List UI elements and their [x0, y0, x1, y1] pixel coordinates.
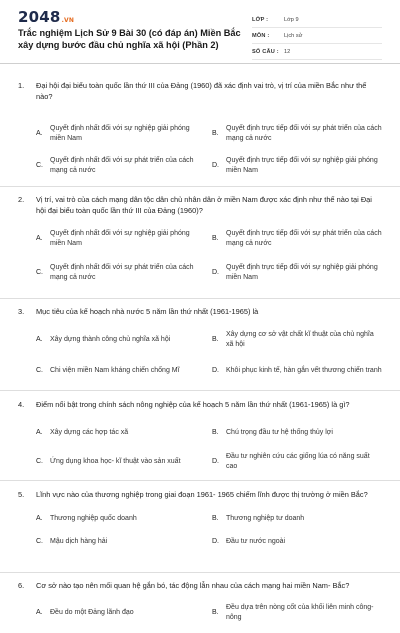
- option-letter: C.: [36, 457, 43, 465]
- option-text: Xây dựng cơ sở vật chất kĩ thuật của chủ nghĩa xã hội: [226, 330, 374, 348]
- option-b[interactable]: [212, 507, 388, 531]
- option-text: Quyết định trực tiếp đối với sự phát triển của cách mạng cả nước: [226, 230, 382, 247]
- option-text: Ứng dụng khoa học- kĩ thuật vào sản xuất: [50, 457, 181, 465]
- question-item: [0, 391, 400, 481]
- question-text: Vị trí, vai trò của cách mạng dân tộc dân chủ nhân dân ở miền Nam được xác định như thế nào tại Đại hội đại biểu toàn quốc lần thứ III của Đảng (1960)?: [36, 195, 372, 215]
- question-number: 2.: [18, 195, 25, 204]
- document-title: Trắc nghiệm Lịch Sử 9 Bài 30 (có đáp án) Miền Bắc xây dựng bước đầu chủ nghĩa xã hội (Phần 2): [18, 28, 241, 50]
- option-letter: A.: [36, 608, 43, 616]
- option-text: Đầu tư nước ngoài: [226, 537, 286, 545]
- option-grid: [18, 324, 382, 386]
- option-c[interactable]: [36, 445, 212, 479]
- question-text: Cơ sở nào tạo nên mối quan hệ gắn bó, tác động lẫn nhau của cách mạng hai miền Nam- Bắc?: [36, 581, 350, 590]
- option-d[interactable]: [212, 531, 388, 553]
- logo-text: 2048: [18, 8, 61, 26]
- meta-value: Lớp 9: [284, 16, 299, 23]
- option-text: Quyết định trực tiếp đối với sự nghiệp giải phóng miền Nam: [226, 264, 378, 281]
- option-b[interactable]: [212, 222, 388, 256]
- option-letter: D.: [212, 162, 219, 170]
- option-letter: C.: [36, 537, 43, 545]
- question-number: 5.: [18, 490, 25, 499]
- option-letter: C.: [36, 162, 43, 170]
- option-text: Quyết định nhất đối với sự nghiệp giải phóng miền Nam: [50, 125, 190, 142]
- option-letter: D.: [212, 457, 219, 465]
- option-letter: C.: [36, 269, 43, 277]
- question-item: [0, 299, 400, 391]
- option-grid: [18, 421, 382, 479]
- option-text: Quyết định nhất đối với sự phát triển của cách mạng cả nước: [50, 157, 194, 174]
- option-letter: A.: [36, 514, 43, 522]
- question-item: [0, 76, 400, 187]
- option-text: Quyết định trực tiếp đối với sự nghiệp giải phóng miền Nam: [226, 157, 378, 174]
- option-grid: [18, 507, 382, 553]
- option-letter: D.: [212, 366, 219, 374]
- question-text: Đại hội đại biểu toàn quốc lần thứ III của Đảng (1960) đã xác định vai trò, vị trí của miền Bắc như thế nào?: [36, 81, 367, 101]
- question-header: [18, 299, 382, 318]
- option-c[interactable]: [36, 256, 212, 290]
- question-header: [18, 391, 382, 411]
- meta-value: 12: [284, 48, 291, 55]
- option-letter: A.: [36, 428, 43, 436]
- option-a[interactable]: [36, 421, 212, 445]
- option-grid: [18, 600, 382, 626]
- option-text: Xây dựng các hợp tác xã: [50, 428, 129, 436]
- question-item: [0, 573, 400, 633]
- option-text: Xây dựng thành công chủ nghĩa xã hội: [50, 335, 171, 343]
- option-text: Thương nghiệp quốc doanh: [50, 514, 137, 522]
- meta-row-count: [252, 44, 382, 60]
- question-item: [0, 187, 400, 299]
- option-text: Chú trọng đầu tư hệ thống thủy lợi: [226, 428, 333, 436]
- option-c[interactable]: [36, 150, 212, 182]
- meta-row-class: [252, 12, 382, 28]
- document-meta: [252, 12, 382, 60]
- option-text: Đều do một Đảng lãnh đạo: [50, 608, 134, 616]
- option-c[interactable]: [36, 356, 212, 386]
- option-d[interactable]: [212, 256, 388, 290]
- option-text: Quyết định nhất đối với sự nghiệp giải phóng miền Nam: [50, 230, 190, 247]
- option-letter: B.: [212, 235, 219, 243]
- question-number: 4.: [18, 400, 25, 409]
- question-header: [18, 187, 382, 216]
- option-a[interactable]: [36, 118, 212, 150]
- site-logo[interactable]: [18, 8, 74, 26]
- question-list: [0, 76, 400, 633]
- option-letter: D.: [212, 269, 219, 277]
- option-text: Đều dựa trên nòng cốt của khối liên minh công- nông: [226, 603, 374, 621]
- option-letter: B.: [212, 335, 219, 343]
- option-letter: D.: [212, 537, 219, 545]
- question-number: 6.: [18, 581, 25, 590]
- option-text: Thương nghiệp tư doanh: [226, 514, 305, 522]
- option-d[interactable]: [212, 445, 388, 479]
- option-text: Quyết định nhất đối với sự phát triển của cách mạng cả nước: [50, 264, 194, 281]
- option-b[interactable]: [212, 324, 388, 356]
- question-header: [18, 76, 382, 102]
- option-letter: B.: [212, 130, 219, 138]
- option-a[interactable]: [36, 600, 212, 626]
- option-text: Chi viện miền Nam kháng chiến chống Mĩ: [50, 366, 180, 374]
- option-letter: B.: [212, 428, 219, 436]
- meta-value: Lịch sử: [284, 32, 303, 39]
- option-a[interactable]: [36, 507, 212, 531]
- meta-key: LỚP :: [252, 16, 269, 23]
- option-grid: [18, 222, 382, 290]
- question-item: [0, 481, 400, 573]
- document-header: [0, 0, 400, 64]
- meta-row-subject: [252, 28, 382, 44]
- option-b[interactable]: [212, 600, 388, 626]
- option-letter: A.: [36, 335, 43, 343]
- option-c[interactable]: [36, 531, 212, 553]
- question-header: [18, 573, 382, 592]
- question-text: Lĩnh vực nào của thương nghiệp trong giai đoạn 1961- 1965 chiếm lĩnh được thị trường ở miền Bắc?: [36, 490, 368, 499]
- option-text: Đầu tư nghiên cứu các giống lúa có năng suất cao: [226, 452, 370, 470]
- option-a[interactable]: [36, 324, 212, 356]
- option-letter: C.: [36, 366, 43, 374]
- logo-suffix: .VN: [61, 17, 75, 24]
- option-text: Khôi phục kinh tế, hàn gắn vết thương chiến tranh: [226, 366, 382, 374]
- option-letter: A.: [36, 235, 43, 243]
- option-text: Quyết định trực tiếp đối với sự phát triển của cách mạng cả nước: [226, 125, 382, 142]
- option-b[interactable]: [212, 118, 388, 150]
- option-letter: B.: [212, 514, 219, 522]
- question-text: Mục tiêu của kế hoạch nhà nước 5 năm lần thứ nhất (1961-1965) là: [36, 307, 259, 316]
- meta-key: SỐ CÂU :: [252, 48, 279, 55]
- option-grid: [18, 118, 382, 182]
- option-letter: B.: [212, 608, 219, 616]
- option-d[interactable]: [212, 356, 388, 386]
- question-number: 3.: [18, 307, 25, 316]
- option-letter: A.: [36, 130, 43, 138]
- option-a[interactable]: [36, 222, 212, 256]
- option-text: Mậu dịch hàng hải: [50, 537, 108, 545]
- meta-key: MÔN :: [252, 32, 270, 39]
- option-b[interactable]: [212, 421, 388, 445]
- question-header: [18, 481, 382, 501]
- question-text: Điểm nổi bật trong chính sách nông nghiệp của kế hoạch 5 năm lần thứ nhất (1961-1965) là gì?: [36, 400, 350, 409]
- question-number: 1.: [18, 81, 25, 90]
- option-d[interactable]: [212, 150, 388, 182]
